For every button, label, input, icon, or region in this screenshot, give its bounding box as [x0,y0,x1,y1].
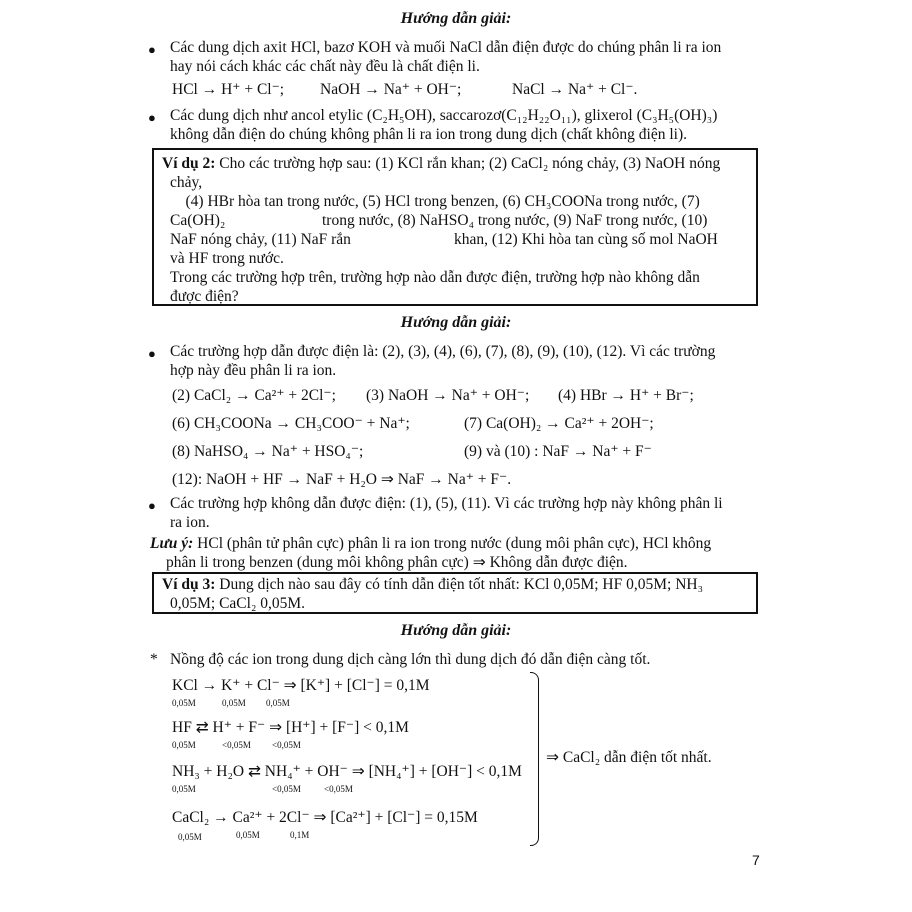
hf-conc: 0,05M [172,740,196,750]
equation-nh3-dissociation: NH₃ + H₂O ⇄ NH₄⁺ + OH⁻ ⇒ [NH₄⁺] + [OH⁻] < 0,1M [172,763,522,780]
equation-naoh-hf: (12): NaOH + HF → NaF + H₂O ⇒ NaF → Na⁺ + F⁻. [172,471,512,488]
kcl-conc: 0,05M [172,698,196,708]
page-number: 7 [752,852,760,868]
example-3-text-1: Dung dịch nào sau đây có tính dẫn điện tốt nhất: KCl 0,05M; HF 0,05M; NH₃ [215,576,703,593]
cacl2-conc: 0,05M [178,832,202,842]
example-3-label: Ví dụ 3: [162,576,216,593]
bullet-text-conductive-cases: Các trường hợp dẫn được điện là: (2), (3), (4), (6), (7), (8), (9), (10), (12). Vì các trường hợp này đều phân li ra ion. [170,343,716,379]
equation-nacl: NaCl → Na⁺ + Cl⁻. [512,81,638,98]
heading-solution-1: Hướng dẫn giải: [400,10,512,27]
equation-nahso4: (8) NaHSO₄ → Na⁺ + HSO₄⁻; [172,443,364,460]
bullet-text-non-conductive-cases: Các trường hợp không dẫn được điện: (1), (5), (11). Vì các trường hợp này không phân li ra ion. [170,495,723,531]
star-text-concentration: Nồng độ các ion trong dung dịch càng lớn thì dung dịch đó dẫn điện càng tốt. [170,651,651,668]
equation-hcl: HCl → H⁺ + Cl⁻; [172,81,285,98]
example-3-line-1 [162,575,752,594]
example-2-text-1: Cho các trường hợp sau: (1) KCl rắn khan; (2) CaCl₂ nóng chảy, (3) NaOH nóng [215,155,721,172]
equation-hbr: (4) HBr → H⁺ + Br⁻; [558,387,694,404]
example-2-line-4b: trong nước, (8) NaHSO₄ trong nước, (9) NaF trong nước, (10) [322,212,708,229]
equation-naoh-3: (3) NaOH → Na⁺ + OH⁻; [366,387,530,404]
bullet-icon: ● [148,110,156,125]
cl-ion-conc-2: 0,1M [290,830,310,840]
k-ion-conc: 0,05M [222,698,246,708]
note-line-1 [150,534,770,553]
example-2-line-6: và HF trong nước. [170,250,284,267]
example-2-line-8: được điện? [170,288,239,305]
oh-ion-conc: <0,05M [324,784,353,794]
example-2-line-2: chảy, [170,174,203,191]
nh3-conc: 0,05M [172,784,196,794]
example-3-box [152,572,758,614]
bullet-text-non-electrolytes: Các dung dịch như ancol etylic (C₂H₅OH), saccarozơ(C₁₂H₂₂O₁₁), glixerol (C₃H₅(OH)₃) không dẫn điện do chúng không phân li ra ion trong dung dịch (chất không điện li). [170,107,718,143]
equation-naoh: NaOH → Na⁺ + OH⁻; [320,81,462,98]
cl-ion-conc: 0,05M [266,698,290,708]
f-ion-conc: <0,05M [272,740,301,750]
equation-cacl2: (2) CaCl₂ → Ca²⁺ + 2Cl⁻; [172,387,336,404]
heading-solution-3: Hướng dẫn giải: [400,622,512,639]
example-2-line-4a: Ca(OH)₂ [170,212,226,229]
bullet-icon: ● [148,42,156,57]
conclusion-cacl2-best: ⇒ CaCl₂ dẫn điện tốt nhất. [546,749,712,766]
note-text-1: HCl (phân tử phân cực) phân li ra ion trong nước (dung môi phân cực), HCl không [193,535,712,552]
bullet-icon: ● [148,498,156,513]
example-2-label: Ví dụ 2: [162,155,216,172]
note-line-2: phân li trong benzen (dung môi không phân cực) ⇒ Không dẫn được điện. [166,554,628,571]
star-icon: * [150,651,158,668]
example-2-line-5b: khan, (12) Khi hòa tan cùng số mol NaOH [454,231,718,248]
example-2-box [152,148,758,306]
nh4-ion-conc: <0,05M [272,784,301,794]
bullet-text-electrolytes: Các dung dịch axit HCl, bazơ KOH và muối NaCl dẫn điện được do chúng phân li ra ion hay nói cách khác các chất này đều là chất điện li. [170,39,722,75]
equation-cacl2-dissociation: CaCl₂ → Ca²⁺ + 2Cl⁻ ⇒ [Ca²⁺] + [Cl⁻] = 0,15M [172,809,478,826]
example-2-line-5a: NaF nóng chảy, (11) NaF rắn [170,231,351,248]
example-2-line-3: (4) HBr hòa tan trong nước, (5) HCl trong benzen, (6) CH₃COONa trong nước, (7) [170,193,700,210]
equation-hf-dissociation: HF ⇄ H⁺ + F⁻ ⇒ [H⁺] + [F⁻] < 0,1M [172,719,409,736]
equation-kcl-dissociation: KCl → K⁺ + Cl⁻ ⇒ [K⁺] + [Cl⁻] = 0,1M [172,677,430,694]
example-2-line-7: Trong các trường hợp trên, trường hợp nào dẫn được điện, trường hợp nào không dẫn [170,269,700,286]
heading-solution-2: Hướng dẫn giải: [400,314,512,331]
h-ion-conc: <0,05M [222,740,251,750]
equation-naf: (9) và (10) : NaF → Na⁺ + F⁻ [464,443,652,460]
note-label: Lưu ý: [150,535,194,552]
right-brace [530,672,539,846]
equation-caoh2: (7) Ca(OH)₂ → Ca²⁺ + 2OH⁻; [464,415,654,432]
ca-ion-conc: 0,05M [236,830,260,840]
example-3-line-2: 0,05M; CaCl₂ 0,05M. [170,595,306,612]
bullet-icon: ● [148,346,156,361]
equation-ch3coona: (6) CH₃COONa → CH₃COO⁻ + Na⁺; [172,415,410,432]
example-2-line-1 [162,154,752,173]
